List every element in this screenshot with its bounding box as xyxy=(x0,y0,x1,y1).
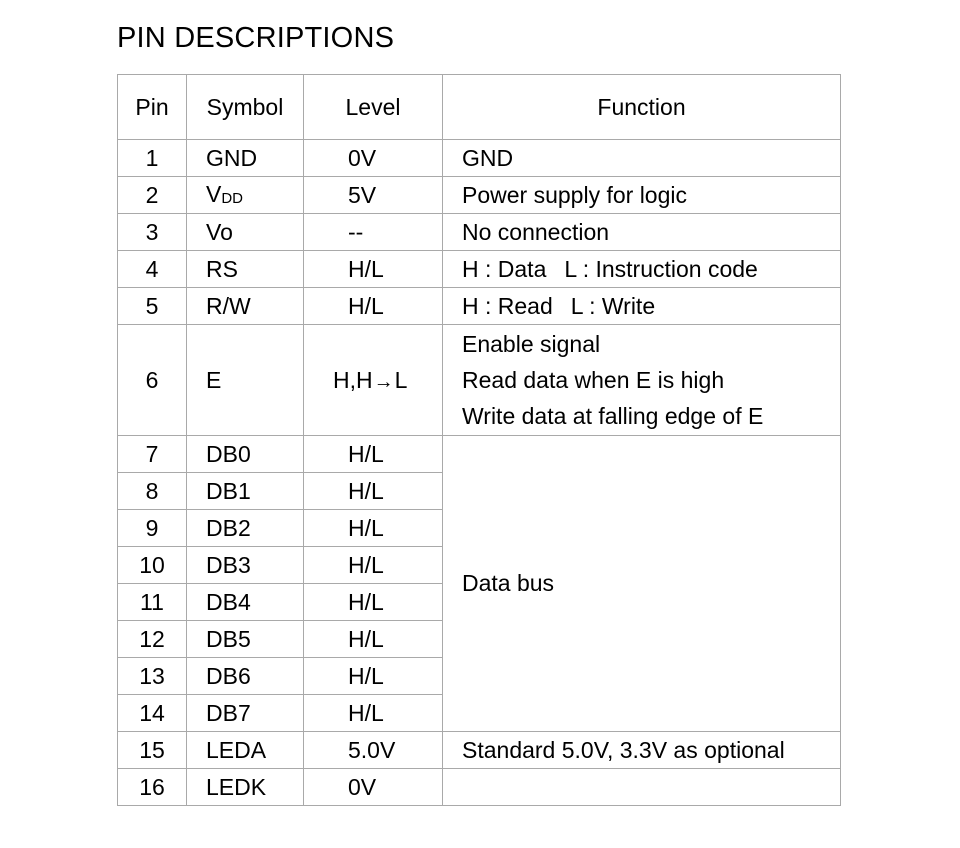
table-row xyxy=(118,325,841,436)
symbol-cell xyxy=(187,177,304,214)
table-row xyxy=(118,732,841,769)
pin-cell: 8 xyxy=(118,473,187,510)
function-cell xyxy=(443,325,841,436)
symbol-cell: LEDK xyxy=(187,769,304,806)
function-line: Enable signal xyxy=(462,331,601,357)
function-cell: Power supply for logic xyxy=(443,177,841,214)
level-cell: -- xyxy=(304,214,443,251)
level-cell: 0V xyxy=(304,140,443,177)
pin-cell: 3 xyxy=(118,214,187,251)
level-cell: H/L xyxy=(304,584,443,621)
pin-cell: 13 xyxy=(118,658,187,695)
header-level: Level xyxy=(304,75,443,140)
function-low: L : Instruction code xyxy=(564,255,758,282)
level-cell: H/L xyxy=(304,658,443,695)
function-high: H : Data xyxy=(462,255,547,282)
symbol-main: V xyxy=(206,180,222,207)
page-title: PIN DESCRIPTIONS xyxy=(117,22,395,54)
symbol-cell: DB7 xyxy=(187,695,304,732)
function-cell xyxy=(443,251,841,288)
pin-cell: 7 xyxy=(118,436,187,473)
symbol-cell: E xyxy=(187,325,304,436)
symbol-cell: DB0 xyxy=(187,436,304,473)
symbol-cell: DB6 xyxy=(187,658,304,695)
pin-description-table xyxy=(117,74,841,806)
table-row xyxy=(118,214,841,251)
level-cell: H/L xyxy=(304,473,443,510)
level-cell: 5.0V xyxy=(304,732,443,769)
pin-cell: 15 xyxy=(118,732,187,769)
level-cell: H/L xyxy=(304,510,443,547)
function-high: H : Read xyxy=(462,292,553,319)
symbol-cell: DB3 xyxy=(187,547,304,584)
symbol-cell: Vo xyxy=(187,214,304,251)
table-row xyxy=(118,288,841,325)
level-cell: H/L xyxy=(304,621,443,658)
function-line: Write data at falling edge of E xyxy=(462,403,764,429)
pin-cell: 12 xyxy=(118,621,187,658)
symbol-cell: R/W xyxy=(187,288,304,325)
symbol-cell: GND xyxy=(187,140,304,177)
table-row xyxy=(118,769,841,806)
symbol-cell: DB2 xyxy=(187,510,304,547)
level-cell: H/L xyxy=(304,547,443,584)
table-row xyxy=(118,140,841,177)
level-cell: 5V xyxy=(304,177,443,214)
header-symbol: Symbol xyxy=(187,75,304,140)
level-cell: H/L xyxy=(304,695,443,732)
pin-cell: 4 xyxy=(118,251,187,288)
level-cell: H/L xyxy=(304,436,443,473)
symbol-cell: LEDA xyxy=(187,732,304,769)
table-header-row xyxy=(118,75,841,140)
arrow-right-icon: → xyxy=(373,370,394,393)
symbol-cell: DB5 xyxy=(187,621,304,658)
table-row xyxy=(118,436,841,473)
pin-cell: 16 xyxy=(118,769,187,806)
level-part-b: L xyxy=(394,366,408,393)
pin-cell: 5 xyxy=(118,288,187,325)
function-cell xyxy=(443,769,841,806)
symbol-cell: DB1 xyxy=(187,473,304,510)
pin-cell: 1 xyxy=(118,140,187,177)
table-row xyxy=(118,177,841,214)
symbol-subscript: DD xyxy=(221,189,244,207)
header-pin: Pin xyxy=(118,75,187,140)
data-bus-function-cell: Data bus xyxy=(443,436,841,732)
level-part-a: H,H xyxy=(333,366,373,393)
function-cell xyxy=(443,288,841,325)
function-cell: Standard 5.0V, 3.3V as optional xyxy=(443,732,841,769)
pin-cell: 9 xyxy=(118,510,187,547)
pin-cell: 11 xyxy=(118,584,187,621)
table-row xyxy=(118,251,841,288)
level-cell: 0V xyxy=(304,769,443,806)
function-cell: No connection xyxy=(443,214,841,251)
level-cell xyxy=(304,325,443,436)
symbol-cell: RS xyxy=(187,251,304,288)
level-cell: H/L xyxy=(304,251,443,288)
function-line: Read data when E is high xyxy=(462,367,725,393)
pin-cell: 6 xyxy=(118,325,187,436)
function-cell: GND xyxy=(443,140,841,177)
pin-cell: 2 xyxy=(118,177,187,214)
level-cell: H/L xyxy=(304,288,443,325)
header-function: Function xyxy=(443,75,841,140)
pin-cell: 14 xyxy=(118,695,187,732)
function-low: L : Write xyxy=(570,292,656,319)
symbol-cell: DB4 xyxy=(187,584,304,621)
pin-cell: 10 xyxy=(118,547,187,584)
